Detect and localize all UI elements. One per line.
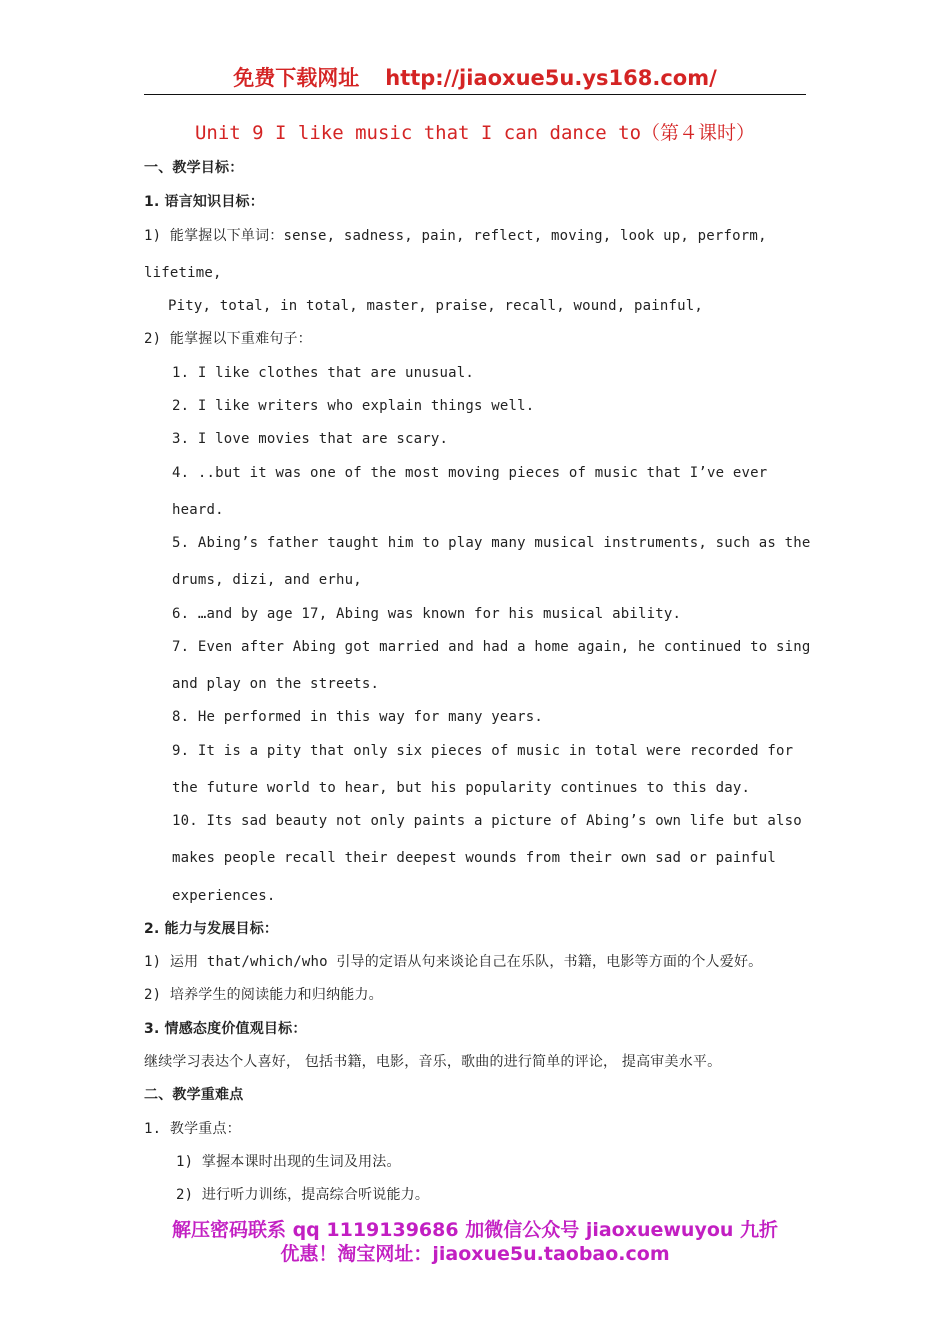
focus-item-2: 2) 进行听力训练，提高综合听说能力。 [176,1187,430,1203]
vocab-line-2: lifetime, [144,265,222,281]
focus-item-1: 1) 掌握本课时出现的生词及用法。 [176,1154,401,1170]
vocab-line-1: 1) 能掌握以下单词：sense, sadness, pain, reflect, moving, look up, perform, [144,228,767,244]
sentence-line: experiences. [172,888,276,904]
footer-line-1: 解压密码联系 qq 1119139686 加微信公众号 jiaoxuewuyou 九折 [171,1219,779,1241]
footer-line-2: 优惠！淘宝网址：jiaoxue5u.taobao.com [280,1243,670,1265]
section-1-heading: 一、教学目标： [144,160,244,176]
sentence-line: and play on the streets. [172,676,380,692]
sentence-line: 6. …and by age 17, Abing was known for his musical ability. [172,606,682,622]
sentence-line: 8. He performed in this way for many years. [172,709,544,725]
sentence-line: heard. [172,502,224,518]
document-title: Unit 9 I like music that I can dance to（第４课时） [194,122,756,144]
sentences-heading: 2) 能掌握以下重难句子： [144,331,312,347]
sentence-line: 2. I like writers who explain things well. [172,398,535,414]
section-1-1-heading: 1. 语言知识目标： [144,194,264,210]
section-1-3-heading: 3. 情感态度价值观目标： [144,1021,307,1037]
sentence-line: the future world to hear, but his popularity continues to this day. [172,780,751,796]
header-url-link[interactable]: http://jiaoxue5u.ys168.com/ [385,66,717,90]
ability-item-2: 2) 培养学生的阅读能力和归纳能力。 [144,987,383,1003]
header-banner [144,62,806,95]
sentence-line: 5. Abing’s father taught him to play many musical instruments, such as the [172,535,811,551]
sentence-line: 1. I like clothes that are unusual. [172,365,475,381]
section-1-2-heading: 2. 能力与发展目标： [144,921,279,937]
section-2-heading: 二、教学重难点 [144,1087,244,1103]
attitude-goal: 继续学习表达个人喜好， 包括书籍，电影，音乐，歌曲的进行简单的评论， 提高审美水平。 [144,1054,722,1070]
vocab-line-3: Pity, total, in total, master, praise, recall, wound, painful, [168,298,703,314]
sentence-line: 7. Even after Abing got married and had a home again, he continued to sing [172,639,811,655]
header-label: 免费下载网址 [233,66,360,90]
focus-heading: 1. 教学重点： [144,1121,241,1137]
header-divider [144,94,806,95]
sentence-line: 3. I love movies that are scary. [172,431,449,447]
sentence-line: 10. Its sad beauty not only paints a picture of Abing’s own life but also [172,813,802,829]
sentence-line: 9. It is a pity that only six pieces of music in total were recorded for [172,743,794,759]
sentence-line: drums, dizi, and erhu, [172,572,362,588]
ability-item-1: 1) 运用 that/which/who 引导的定语从句来谈论自己在乐队，书籍，电影等方面的个人爱好。 [144,954,763,970]
sentence-line: makes people recall their deepest wounds from their own sad or painful [172,850,777,866]
sentence-line: 4. ..but it was one of the most moving pieces of music that I’ve ever [172,465,768,481]
